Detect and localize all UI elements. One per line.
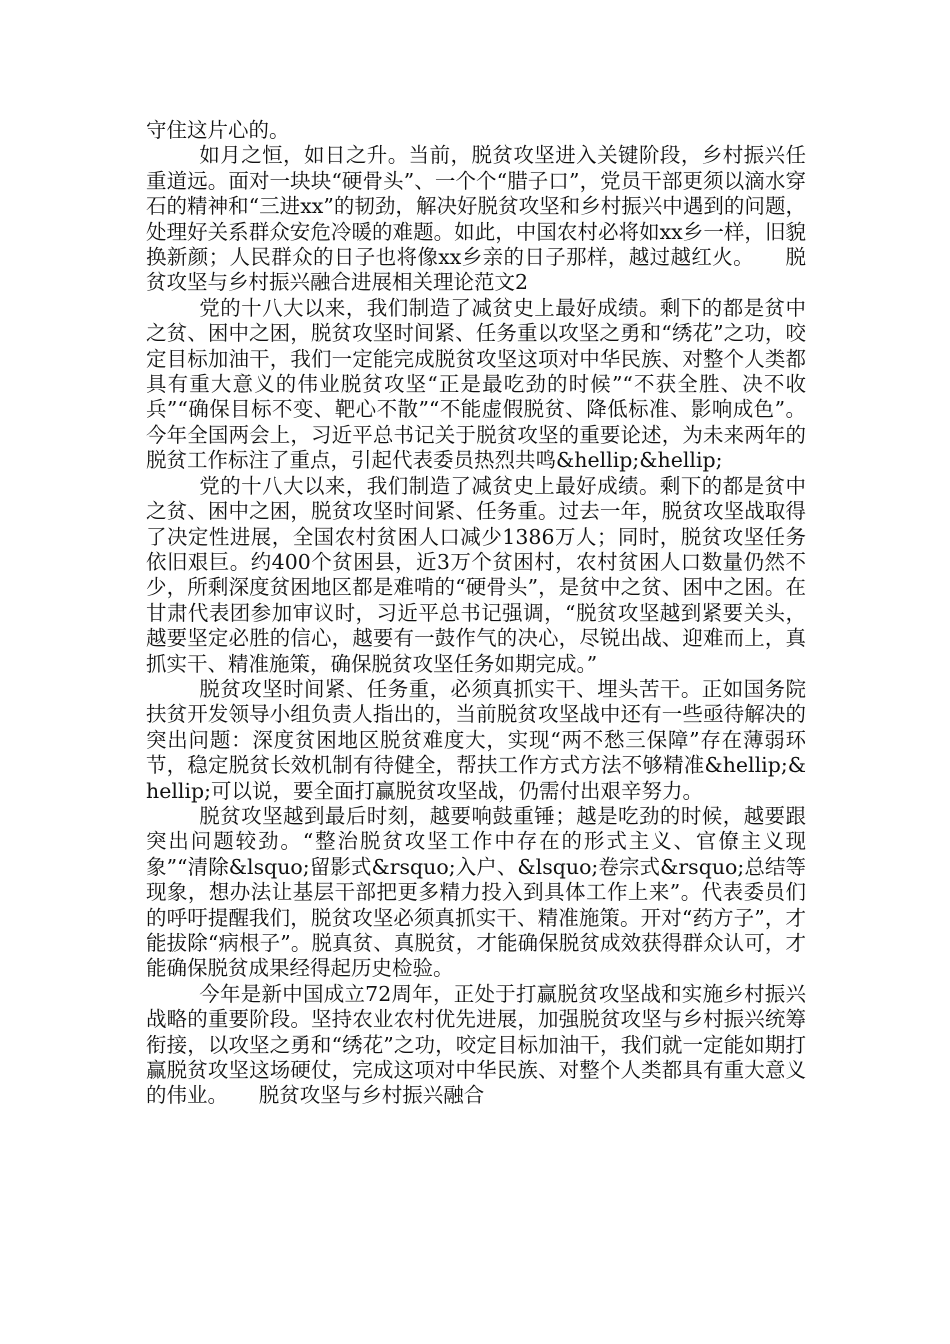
- paragraph-continuation: 守住这片心的。: [146, 118, 290, 142]
- paragraph-4: 脱贫攻坚时间紧、任务重，必须真抓实干、埋头苦干。正如国务院扶贫开发领导小组负责人指出的，当前脱贫攻坚战中还有一些亟待解决的突出问题：深度贫困地区脱贫难度大，实现“两不愁三保障”存在薄弱环节，稳定脱贫长效机制有待健全，帮扶工作方式方法不够精准&hellip;&hellip;可以说，要全面打赢脱贫攻坚战，仍需付出艰辛努力。: [146, 676, 806, 803]
- paragraph-1: 如月之恒，如日之升。当前，脱贫攻坚进入关键阶段，乡村振兴任重道远。面对一块块“硬骨头”、一个个“腊子口”，党员干部更须以滴水穿石的精神和“三进xx”的韧劲，解决好脱贫攻坚和乡村振兴中遇到的问题，处理好关系群众安危冷暖的难题。如此，中国农村必将如xx乡一样，旧貌换新颜；人民群众的日子也将像xx乡亲的日子那样，越过越红火。 脱贫攻坚与乡村振兴融合进展相关理论范文2: [146, 143, 806, 295]
- paragraph-6: 今年是新中国成立72周年，正处于打赢脱贫攻坚战和实施乡村振兴战略的重要阶段。坚持农业农村优先进展，加强脱贫攻坚与乡村振兴统筹衔接，以攻坚之勇和“绣花”之功，咬定目标加油干，我们就一定能如期打赢脱贫攻坚这场硬仗，完成这项对中华民族、对整个人类都具有重大意义的伟业。 脱贫攻坚与乡村振兴融合: [146, 981, 806, 1108]
- paragraph-3: 党的十八大以来，我们制造了减贫史上最好成绩。剩下的都是贫中之贫、困中之困，脱贫攻坚时间紧、任务重。过去一年，脱贫攻坚战取得了决定性进展，全国农村贫困人口减少1386万人；同时，脱贫攻坚任务依旧艰巨。约400个贫困县，近3万个贫困村，农村贫困人口数量仍然不少，所剩深度贫困地区都是难啃的“硬骨头”，是贫中之贫、困中之困。在甘肃代表团参加审议时，习近平总书记强调，“脱贫攻坚越到紧要关头，越要坚定必胜的信心，越要有一鼓作气的决心，尽锐出战、迎难而上，真抓实干、精准施策，确保脱贫攻坚任务如期完成。”: [146, 473, 806, 676]
- paragraph-2: 党的十八大以来，我们制造了减贫史上最好成绩。剩下的都是贫中之贫、困中之困，脱贫攻坚时间紧、任务重以攻坚之勇和“绣花”之功，咬定目标加油干，我们一定能完成脱贫攻坚这项对中华民族、对整个人类都具有重大意义的伟业脱贫攻坚“正是最吃劲的时候”“不获全胜、决不收兵”“确保目标不变、靶心不散”“不能虚假脱贫、降低标准、影响成色”。今年全国两会上，习近平总书记关于脱贫攻坚的重要论述，为未来两年的脱贫工作标注了重点，引起代表委员热烈共鸣&hellip;&hellip;: [146, 295, 806, 473]
- document-page: [146, 118, 806, 1109]
- paragraph-5: 脱贫攻坚越到最后时刻，越要响鼓重锤；越是吃劲的时候，越要跟突出问题较劲。“整治脱贫攻坚工作中存在的形式主义、官僚主义现象”“清除&lsquo;留影式&rsquo;入户、&lsquo;卷宗式&rsquo;总结等现象，想办法让基层干部把更多精力投入到具体工作上来”。代表委员们的呼吁提醒我们，脱贫攻坚必须真抓实干、精准施策。开对“药方子”，才能拔除“病根子”。脱真贫、真脱贫，才能确保脱贫成效获得群众认可，才能确保脱贫成果经得起历史检验。: [146, 803, 806, 981]
